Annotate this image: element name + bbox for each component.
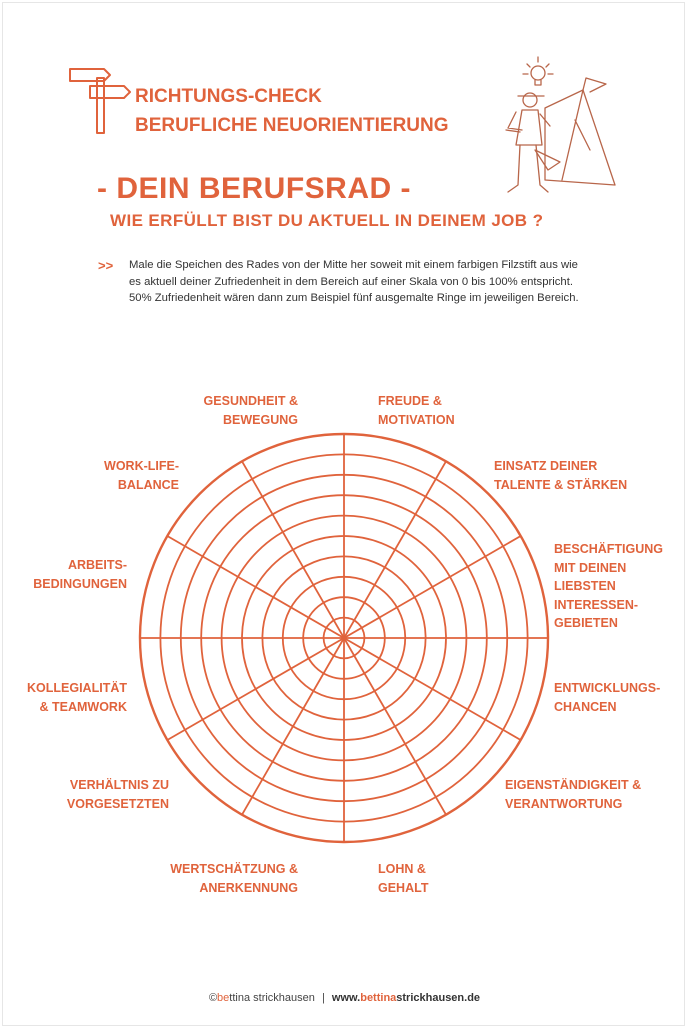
label-gesundheit: GESUNDHEIT & BEWEGUNG xyxy=(203,394,298,427)
label-entwicklung: ENTWICKLUNGS- CHANCEN xyxy=(554,681,661,714)
footer-url-prefix: www. xyxy=(331,992,361,1004)
footer-url-highlight: bettina xyxy=(360,992,397,1004)
wheel-spoke-6 xyxy=(344,638,446,815)
header-line-1: RICHTUNGS-CHECK xyxy=(135,86,322,107)
wheel-spoke-3 xyxy=(344,536,521,638)
label-interessen: BESCHÄFTIGUNG MIT DEINEN LIEBSTEN INTERESSEN- GEBIETEN xyxy=(554,542,664,630)
footer-url: strickhausen.de xyxy=(396,992,481,1004)
label-eigenstaendigkeit: EIGENSTÄNDIGKEIT & VERANTWORTUNG xyxy=(505,778,642,811)
label-lohn: LOHN & GEHALT xyxy=(378,862,429,895)
label-freude: FREUDE & MOTIVATION xyxy=(378,394,455,427)
label-vorgesetzte: VERHÄLTNIS ZU VORGESETZTEN xyxy=(66,778,169,811)
wheel-spoke-8 xyxy=(242,638,344,815)
label-talente: EINSATZ DEINER TALENTE & STÄRKEN xyxy=(494,459,628,492)
label-work-life: WORK-LIFE- BALANCE xyxy=(104,459,179,492)
instruction-marker: >> xyxy=(98,258,114,273)
wheel-spoke-2 xyxy=(344,461,446,638)
wheel-spoke-5 xyxy=(344,638,521,740)
label-kollegialitaet: KOLLEGIALITÄT & TEAMWORK xyxy=(27,681,127,714)
wheel-spoke-11 xyxy=(167,536,344,638)
wheel-spoke-9 xyxy=(167,638,344,740)
copyright-symbol: © xyxy=(208,992,218,1004)
footer-brand: ttina strickhausen xyxy=(229,992,315,1004)
label-wertschaetzung: WERTSCHÄTZUNG & ANERKENNUNG xyxy=(170,862,298,895)
instruction-text: Male die Speichen des Rades von der Mitte her soweit mit einem farbigen Filzstift aus wie es aktuell deiner Zufriedenheit in dem Bereich auf einer Skala von 0 bis 100% entspricht. 50% Zufriedenheit wären dann zum Beispiel fünf ausgemalte Ringe im jeweiligen Bereich. xyxy=(129,259,579,304)
header-line-2: BERUFLICHE NEUORIENTIERUNG xyxy=(135,115,449,136)
footer-separator: | xyxy=(321,992,325,1004)
page-title: - DEIN BERUFSRAD - xyxy=(97,172,411,205)
wheel-spoke-12 xyxy=(242,461,344,638)
footer-brand-highlight: be xyxy=(217,992,230,1004)
page-subtitle: WIE ERFÜLLT BIST DU AKTUELL IN DEINEM JOB ? xyxy=(110,211,544,230)
footer xyxy=(0,992,689,1004)
label-arbeitsbedingungen: ARBEITS- BEDINGUNGEN xyxy=(33,558,127,591)
